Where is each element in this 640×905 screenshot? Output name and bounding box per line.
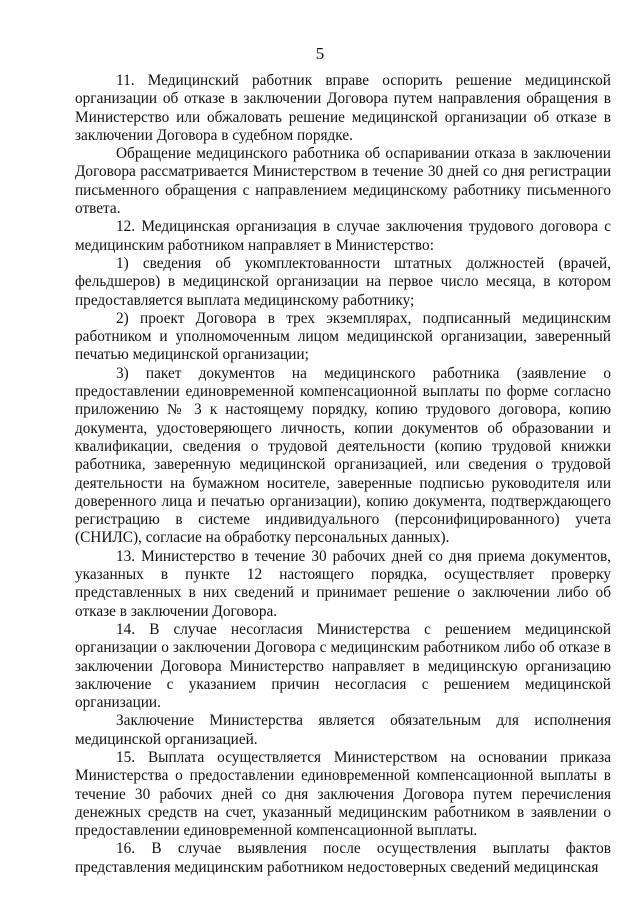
paragraph-14-conclusion: Заключение Министерства является обязательным для исполнения медицинской организацией. [75, 712, 611, 748]
paragraph-13: 13. Министерство в течение 30 рабочих дней со дня приема документов, указанных в пункте 12 настоящего порядка, осуществляет проверку представленных в них сведений и принимает решение о заключении либо об отказе в заключении Договора. [75, 547, 611, 620]
paragraph-11-appeal: Обращение медицинского работника об оспаривании отказа в заключении Договора рассматривается Министерством в течение 30 дней со дня регистрации письменного обращения с направлением медицинскому работнику письменного ответа. [75, 145, 611, 218]
paragraph-12-item-3: 3) пакет документов на медицинского работника (заявление о предоставлении единовременной компенсационной выплаты по форме согласно приложению № 3 к настоящему порядку, копию трудового договора, копию документа, удостоверяющего личность, копии документов об образовании и квалификации, сведения о трудовой деятельности (копию трудовой книжки работника, заверенную медицинской организацией, или сведения о трудовой деятельности на бумажном носителе, заверенные подписью руководителя или доверенного лица и печатью организации), копию документа, подтверждающего регистрацию в системе индивидуального (персонифицированного) учета (СНИЛС), согласие на обработку персональных данных). [75, 364, 611, 547]
page-number: 5 [315, 44, 325, 63]
paragraph-14: 14. В случае несогласия Министерства с решением медицинской организации о заключении Договора с медицинским работником либо об отказе в заключении Договора Министерство направляет в медицинскую организацию заключение с указанием причин несогласия с решением медицинской организации. [75, 620, 611, 712]
paragraph-15: 15. Выплата осуществляется Министерством на основании приказа Министерства о предоставлении единовременной компенсационной выплаты в течение 30 рабочих дней со дня заключения Договора путем перечисления денежных средств на счет, указанный медицинским работником в заявлении о предоставлении единовременной компенсационной выплаты. [75, 748, 611, 840]
paragraph-12-item-2: 2) проект Договора в трех экземплярах, подписанный медицинским работником и уполномоченным лицом медицинской организации, заверенный печатью медицинской организации; [75, 309, 611, 364]
paragraph-11: 11. Медицинский работник вправе оспорить решение медицинской организации об отказе в заключении Договора путем направления обращения в Министерство или обжаловать решение медицинской организации об отказе в заключении Договора в судебном порядке. [75, 72, 611, 144]
paragraph-16: 16. В случае выявления после осуществления выплаты фактов представления медицинским работником недостоверных сведений медицинская [75, 840, 611, 876]
paragraph-12-item-1: 1) сведения об укомплектованности штатных должностей (врачей, фельдшеров) в медицинской организации на первое число месяца, в котором предоставляется выплата медицинскому работнику; [75, 254, 611, 309]
document-body [75, 72, 611, 877]
paragraph-12: 12. Медицинская организация в случае заключения трудового договора с медицинским работником направляет в Министерство: [75, 218, 611, 254]
